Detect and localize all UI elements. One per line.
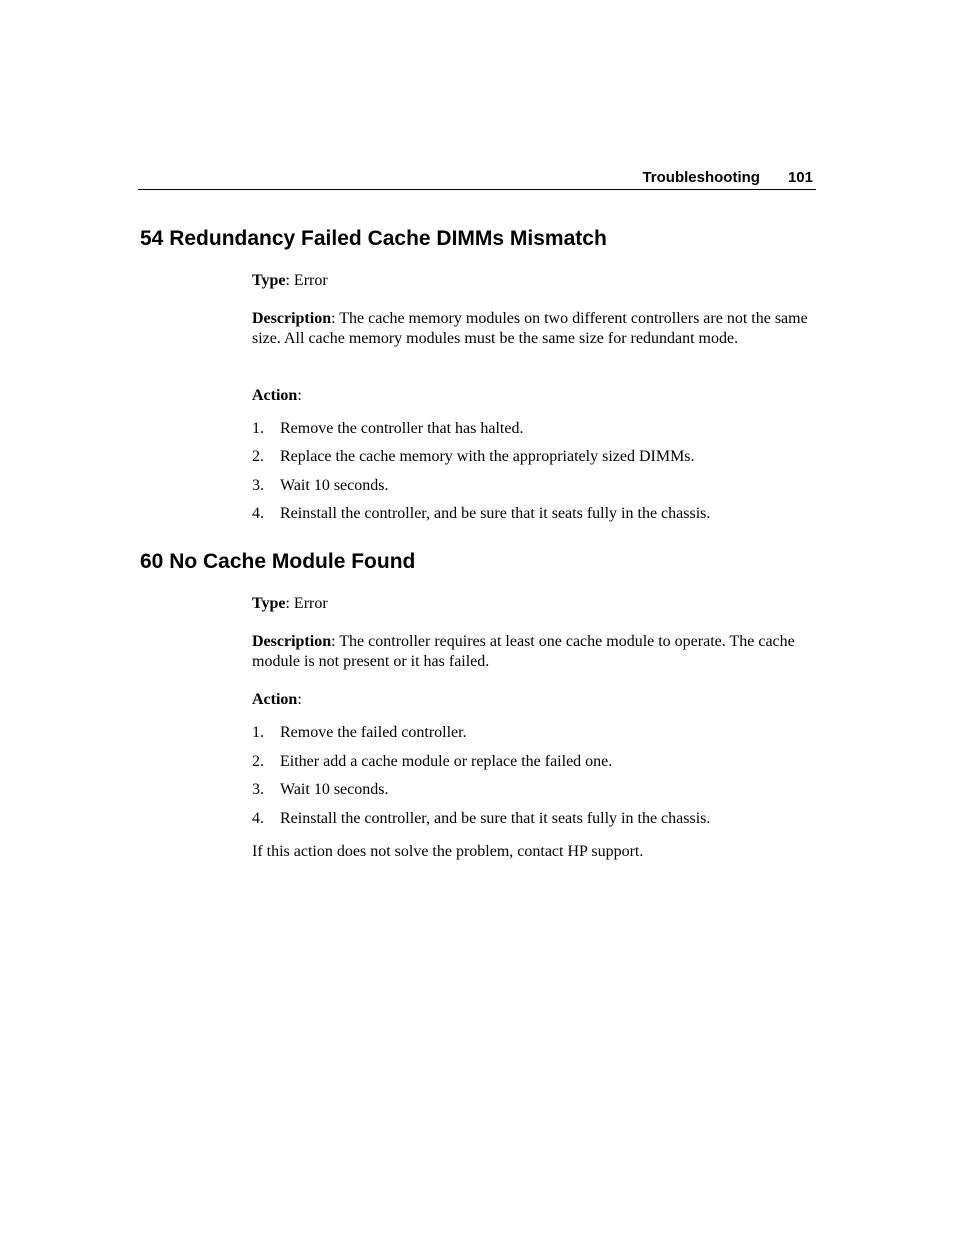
action-label: Action xyxy=(252,691,298,708)
step-number: 3. xyxy=(252,477,264,494)
type-label: Type xyxy=(252,272,286,289)
type-value: : Error xyxy=(285,272,328,289)
step-number: 2. xyxy=(252,448,264,465)
type-value: : Error xyxy=(285,595,328,612)
list-item xyxy=(252,476,817,495)
list-item xyxy=(252,504,817,523)
step-text: Wait 10 seconds. xyxy=(280,781,389,798)
header-section-title: Troubleshooting xyxy=(642,169,760,186)
type-line xyxy=(252,594,817,614)
step-number: 1. xyxy=(252,724,264,741)
step-text: Reinstall the controller, and be sure that it seats fully in the chassis. xyxy=(280,810,711,827)
list-item xyxy=(252,723,817,742)
description-text: : The cache memory modules on two different controllers are not the same size. All cache memory modules must be the same size for redundant mode. xyxy=(252,310,808,347)
step-number: 2. xyxy=(252,753,264,770)
list-item xyxy=(252,447,817,466)
action-label: Action xyxy=(252,387,298,404)
step-text: Wait 10 seconds. xyxy=(280,477,389,494)
section-heading: 54 Redundancy Failed Cache DIMMs Mismatch xyxy=(140,227,607,250)
action-colon: : xyxy=(297,691,302,708)
step-number: 1. xyxy=(252,420,264,437)
list-item xyxy=(252,809,817,828)
action-line xyxy=(252,690,817,710)
step-number: 4. xyxy=(252,505,264,522)
step-text: Either add a cache module or replace the failed one. xyxy=(280,753,613,770)
footer-note: If this action does not solve the problem, contact HP support. xyxy=(252,843,644,860)
description-label: Description xyxy=(252,633,332,650)
step-text: Reinstall the controller, and be sure that it seats fully in the chassis. xyxy=(280,505,711,522)
type-line xyxy=(252,271,817,291)
step-number: 4. xyxy=(252,810,264,827)
description-label: Description xyxy=(252,310,332,327)
action-line xyxy=(252,386,817,406)
list-item xyxy=(252,419,817,438)
page-number: 101 xyxy=(787,169,813,186)
step-text: Remove the failed controller. xyxy=(280,724,467,741)
step-number: 3. xyxy=(252,781,264,798)
description-paragraph xyxy=(252,632,817,671)
description-paragraph xyxy=(252,309,817,348)
step-text: Remove the controller that has halted. xyxy=(280,420,524,437)
description-text: : The controller requires at least one cache module to operate. The cache module is not present or it has failed. xyxy=(252,633,795,670)
action-colon: : xyxy=(297,387,302,404)
list-item xyxy=(252,752,817,771)
list-item xyxy=(252,780,817,799)
running-header xyxy=(138,168,816,190)
step-text: Replace the cache memory with the appropriately sized DIMMs. xyxy=(280,448,695,465)
section-heading: 60 No Cache Module Found xyxy=(140,550,416,573)
type-label: Type xyxy=(252,595,286,612)
